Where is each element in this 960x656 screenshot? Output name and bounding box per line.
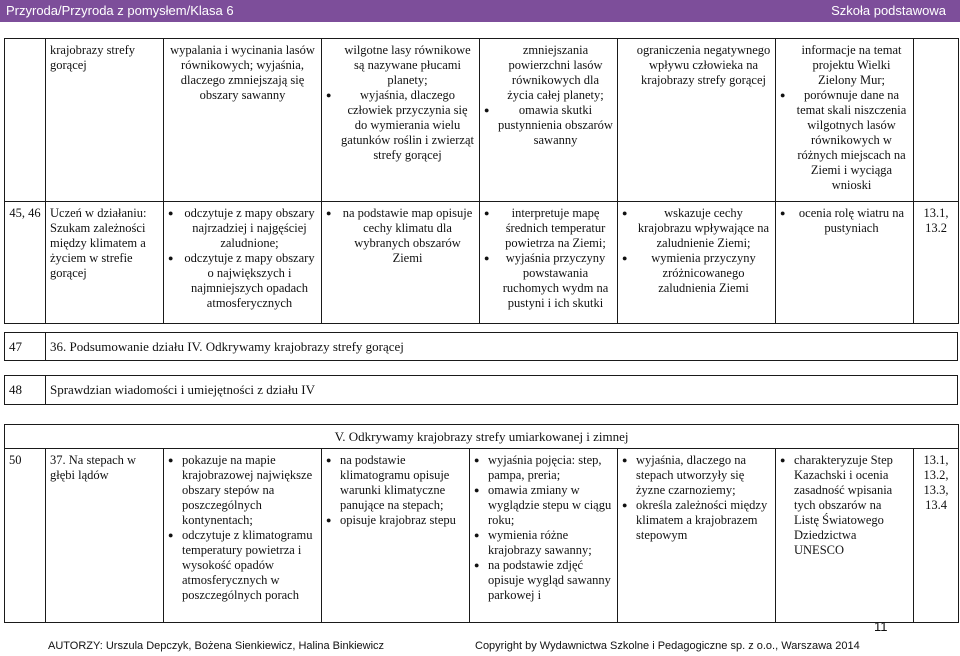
list-item: ● charakteryzuje Step Kazachski i ocenia zasadność wpisania tych obszarów na Listę Światowego Dziedzictwa UNESCO [780, 453, 909, 558]
lesson-topic-cell: 36. Podsumowanie działu IV. Odkrywamy krajobrazy strefy gorącej [46, 333, 958, 361]
list-item: ● odczytuje z mapy obszary najrzadziej i najgęściej zaludnione; [168, 206, 317, 251]
list-item: ● ocenia rolę wiatru na pustyniach [780, 206, 909, 236]
page-header [0, 0, 960, 22]
page-footer [0, 640, 960, 656]
requirement-cell [618, 449, 776, 623]
footer-copyright: Copyright by Wydawnictwa Szkolne i Pedagogiczne sp. z o.o., Warszawa 2014 [475, 640, 860, 652]
lesson-topic-cell: Sprawdzian wiadomości i umiejętności z działu IV [46, 376, 958, 405]
table-row [5, 202, 959, 324]
summary-row-table [4, 332, 958, 361]
list-item: ● określa zależności między klimatem a krajobrazem stepowym [622, 498, 771, 543]
header-breadcrumb: Przyroda/Przyroda z pomysłem/Klasa 6 [6, 3, 234, 18]
list-item: ● wymienia różne krajobrazy sawanny; [474, 528, 613, 558]
list-item: ● wyjaśnia pojęcia: step, pampa, preria; [474, 453, 613, 483]
section-title: V. Odkrywamy krajobrazy strefy umiarkowanej i zimnej [5, 425, 959, 449]
list-item: ● na podstawie klimatogramu opisuje warunki klimatyczne panujące na stepach; [326, 453, 465, 513]
curriculum-ref-cell: 13.1, 13.2 [914, 202, 959, 324]
requirement-cell [164, 202, 322, 324]
list-item: ● interpretuje mapę średnich temperatur powietrza na Ziemi; [484, 206, 613, 251]
page-number: 11 [874, 619, 888, 634]
curriculum-ref-cell: 13.1, 13.2, 13.3, 13.4 [914, 449, 959, 623]
lesson-number-cell [5, 39, 46, 202]
list-item: ● opisuje krajobraz stepu [326, 513, 465, 528]
requirement-cell: zmniejszania powierzchni lasów równikowych dla życia całej planety; ● omawia skutki pustynnienia obszarów sawanny [480, 39, 618, 202]
footer-authors: AUTORZY: Urszula Depczyk, Bożena Sienkiewicz, Halina Binkiewicz [48, 640, 385, 652]
curriculum-table-top [4, 38, 959, 324]
lesson-number-cell: 48 [5, 376, 46, 405]
lesson-number-cell: 50 [5, 449, 46, 623]
table-row [5, 39, 959, 202]
requirement-cell [164, 449, 322, 623]
list-item: ● omawia zmiany w wyglądzie stepu w ciągu roku; [474, 483, 613, 528]
section-header-row [5, 425, 959, 449]
requirement-cell [322, 202, 480, 324]
lesson-number-cell: 47 [5, 333, 46, 361]
requirement-cell [480, 202, 618, 324]
list-item: ● na podstawie zdjęć opisuje wygląd sawanny parkowej i [474, 558, 613, 603]
list-item: ● na podstawie map opisuje cechy klimatu dla wybranych obszarów Ziemi [326, 206, 475, 266]
requirement-cell: ograniczenia negatywnego wpływu człowieka na krajobrazy strefy gorącej [618, 39, 776, 202]
table-row [5, 333, 958, 361]
test-row-table [4, 375, 958, 405]
lesson-topic-cell: 37. Na stepach w głębi lądów [46, 449, 164, 623]
requirement-cell: wilgotne lasy równikowe są nazywane płucami planety; ● wyjaśnia, dlaczego człowiek przyczynia się do wymierania wielu gatunków roślin i zwierząt strefy gorącej [322, 39, 480, 202]
list-item: ● wskazuje cechy krajobrazu wpływające na zaludnienie Ziemi; [622, 206, 771, 251]
list-item: ● omawia skutki pustynnienia obszarów sawanny [484, 103, 613, 148]
lesson-number-cell: 45, 46 [5, 202, 46, 324]
requirement-cell: wypalania i wycinania lasów równikowych; wyjaśnia, dlaczego zmniejszają się obszary sawanny [164, 39, 322, 202]
requirement-cell: informacje na temat projektu Wielki Zielony Mur; ● porównuje dane na temat skali niszczenia wilgotnych lasów równikowych w różnych miejscach na Ziemi i wyciąga wnioski [776, 39, 914, 202]
requirement-cell [776, 202, 914, 324]
requirement-cell [322, 449, 470, 623]
list-item: ● wyjaśnia, dlaczego na stepach utworzyły się żyzne czarnoziemy; [622, 453, 771, 498]
list-item: ● wymienia przyczyny zróżnicowanego zaludnienia Ziemi [622, 251, 771, 296]
list-item: ● odczytuje z klimatogramu temperatury powietrza i wysokość opadów atmosferycznych w poszczególnych porach [168, 528, 317, 603]
lesson-topic-cell: Uczeń w działaniu: Szukam zależności między klimatem a życiem w strefie gorącej [46, 202, 164, 324]
list-item: ● wyjaśnia przyczyny powstawania ruchomych wydm na pustyni i ich skutki [484, 251, 613, 311]
requirement-cell [470, 449, 618, 623]
lesson-topic-cell: krajobrazy strefy gorącej [46, 39, 164, 202]
list-item: ● pokazuje na mapie krajobrazowej największe obszary stepów na poszczególnych kontynentach; [168, 453, 317, 528]
curriculum-ref-cell [914, 39, 959, 202]
header-school-level: Szkoła podstawowa [831, 3, 946, 18]
table-row [5, 449, 959, 623]
table-row [5, 376, 958, 405]
requirement-cell [618, 202, 776, 324]
requirement-cell [776, 449, 914, 623]
curriculum-table-bottom [4, 424, 959, 623]
list-item: ● odczytuje z mapy obszary o największych i najmniejszych opadach atmosferycznych [168, 251, 317, 311]
list-item: ● porównuje dane na temat skali niszczenia wilgotnych lasów równikowych w różnych miejscach na Ziemi i wyciąga wnioski [780, 88, 909, 193]
list-item: ● wyjaśnia, dlaczego człowiek przyczynia się do wymierania wielu gatunków roślin i zwierząt strefy gorącej [326, 88, 475, 163]
